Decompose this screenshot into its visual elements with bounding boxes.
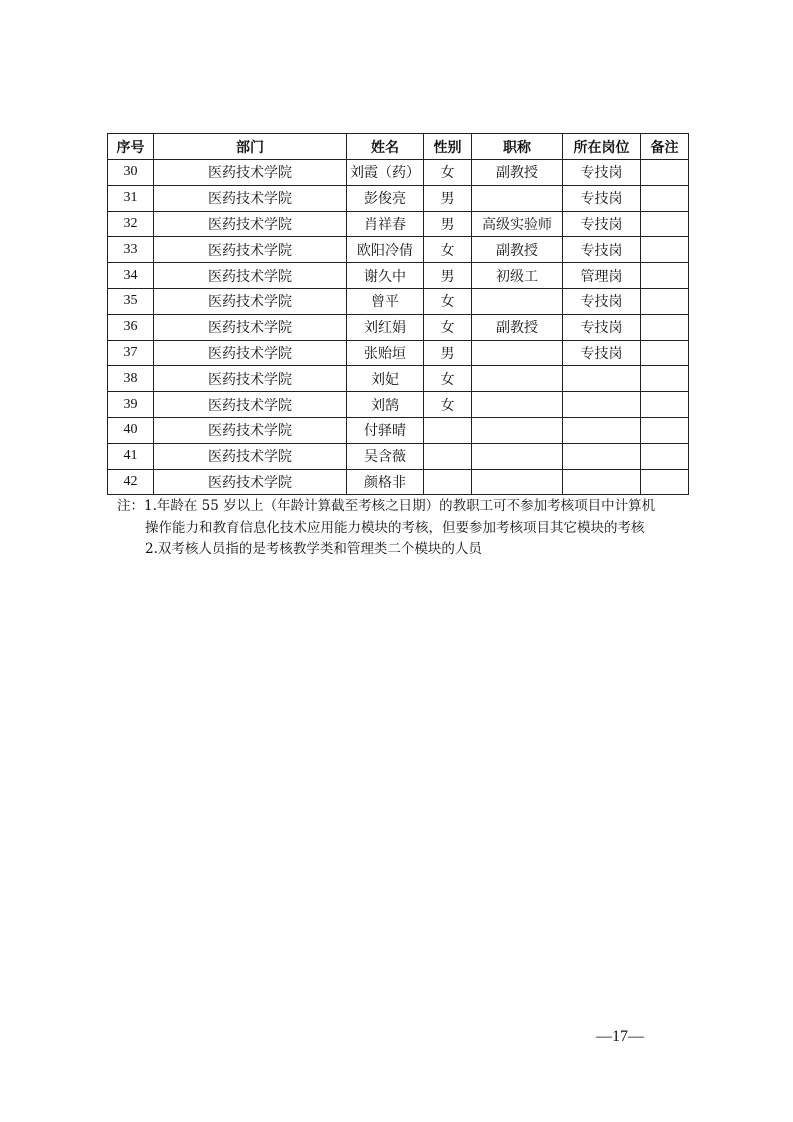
header-position: 所在岗位 [563, 134, 641, 160]
cell-department: 医药技术学院 [154, 237, 347, 263]
header-department: 部门 [154, 134, 347, 160]
cell-title [472, 469, 563, 495]
cell-department: 医药技术学院 [154, 185, 347, 211]
cell-title [472, 288, 563, 314]
header-title: 职称 [472, 134, 563, 160]
cell-remarks [641, 443, 689, 469]
table-row [108, 392, 689, 418]
cell-remarks [641, 340, 689, 366]
cell-department: 医药技术学院 [154, 417, 347, 443]
cell-name: 吴含薇 [347, 443, 424, 469]
cell-department: 医药技术学院 [154, 160, 347, 186]
cell-index: 35 [108, 288, 154, 314]
cell-name: 曾平 [347, 288, 424, 314]
cell-title [472, 340, 563, 366]
cell-position: 专技岗 [563, 211, 641, 237]
header-gender: 性别 [424, 134, 472, 160]
cell-remarks [641, 263, 689, 289]
cell-position: 专技岗 [563, 237, 641, 263]
cell-title [472, 392, 563, 418]
cell-gender: 女 [424, 366, 472, 392]
cell-remarks [641, 417, 689, 443]
cell-title: 副教授 [472, 314, 563, 340]
cell-name: 颜格非 [347, 469, 424, 495]
cell-title [472, 185, 563, 211]
table-row [108, 366, 689, 392]
cell-position [563, 469, 641, 495]
cell-name: 刘红娟 [347, 314, 424, 340]
cell-remarks [641, 366, 689, 392]
cell-gender [424, 443, 472, 469]
cell-remarks [641, 288, 689, 314]
cell-title: 副教授 [472, 160, 563, 186]
cell-index: 34 [108, 263, 154, 289]
cell-name: 欧阳冷倩 [347, 237, 424, 263]
cell-name: 张贻垣 [347, 340, 424, 366]
table-body [108, 160, 689, 495]
cell-index: 30 [108, 160, 154, 186]
header-remarks: 备注 [641, 134, 689, 160]
cell-gender [424, 469, 472, 495]
table-row [108, 340, 689, 366]
cell-index: 36 [108, 314, 154, 340]
note-line-1: 注：1.年龄在 55 岁以上（年龄计算截至考核之日期）的教职工可不参加考核项目中计算机 [117, 498, 656, 514]
cell-index: 37 [108, 340, 154, 366]
footnotes [117, 496, 697, 561]
table-row [108, 417, 689, 443]
cell-department: 医药技术学院 [154, 263, 347, 289]
cell-index: 42 [108, 469, 154, 495]
cell-remarks [641, 314, 689, 340]
cell-position: 专技岗 [563, 160, 641, 186]
table-header-row [108, 134, 689, 160]
cell-position: 专技岗 [563, 340, 641, 366]
cell-remarks [641, 160, 689, 186]
cell-name: 刘霞（药） [347, 160, 424, 186]
cell-gender: 男 [424, 340, 472, 366]
cell-gender: 男 [424, 185, 472, 211]
cell-name: 彭俊亮 [347, 185, 424, 211]
cell-index: 40 [108, 417, 154, 443]
cell-index: 38 [108, 366, 154, 392]
cell-gender: 男 [424, 263, 472, 289]
cell-name: 刘鹄 [347, 392, 424, 418]
cell-gender: 女 [424, 160, 472, 186]
note-line-3: 2.双考核人员指的是考核教学类和管理类二个模块的人员 [145, 541, 482, 557]
cell-title [472, 366, 563, 392]
table-row [108, 288, 689, 314]
header-name: 姓名 [347, 134, 424, 160]
cell-position: 专技岗 [563, 288, 641, 314]
note-line-2: 操作能力和教育信息化技术应用能力模块的考核，但要参加考核项目其它模块的考核 [145, 519, 645, 536]
cell-index: 31 [108, 185, 154, 211]
cell-department: 医药技术学院 [154, 443, 347, 469]
cell-gender: 女 [424, 237, 472, 263]
cell-remarks [641, 237, 689, 263]
cell-name: 肖祥春 [347, 211, 424, 237]
cell-position [563, 443, 641, 469]
cell-department: 医药技术学院 [154, 314, 347, 340]
cell-name: 刘妃 [347, 366, 424, 392]
cell-index: 39 [108, 392, 154, 418]
cell-department: 医药技术学院 [154, 340, 347, 366]
cell-name: 付驿晴 [347, 417, 424, 443]
cell-department: 医药技术学院 [154, 392, 347, 418]
cell-position: 专技岗 [563, 314, 641, 340]
table-row [108, 160, 689, 186]
cell-department: 医药技术学院 [154, 469, 347, 495]
cell-index: 33 [108, 237, 154, 263]
table-row [108, 211, 689, 237]
cell-gender: 女 [424, 314, 472, 340]
cell-gender: 女 [424, 392, 472, 418]
table-row [108, 469, 689, 495]
table-row [108, 237, 689, 263]
cell-title: 初级工 [472, 263, 563, 289]
cell-remarks [641, 469, 689, 495]
cell-title: 副教授 [472, 237, 563, 263]
cell-title [472, 417, 563, 443]
table-row [108, 263, 689, 289]
cell-gender [424, 417, 472, 443]
table-row [108, 443, 689, 469]
cell-title: 高级实验师 [472, 211, 563, 237]
table-row [108, 185, 689, 211]
cell-title [472, 443, 563, 469]
cell-remarks [641, 392, 689, 418]
cell-gender: 男 [424, 211, 472, 237]
cell-index: 41 [108, 443, 154, 469]
cell-position: 专技岗 [563, 185, 641, 211]
cell-position [563, 366, 641, 392]
cell-remarks [641, 185, 689, 211]
cell-position: 管理岗 [563, 263, 641, 289]
cell-remarks [641, 211, 689, 237]
cell-department: 医药技术学院 [154, 288, 347, 314]
cell-department: 医药技术学院 [154, 366, 347, 392]
cell-department: 医药技术学院 [154, 211, 347, 237]
header-index: 序号 [108, 134, 154, 160]
cell-position [563, 392, 641, 418]
cell-index: 32 [108, 211, 154, 237]
table-row [108, 314, 689, 340]
cell-name: 谢久中 [347, 263, 424, 289]
page-number: —17— [596, 1028, 644, 1045]
cell-position [563, 417, 641, 443]
staff-roster-table [107, 133, 689, 495]
cell-gender: 女 [424, 288, 472, 314]
